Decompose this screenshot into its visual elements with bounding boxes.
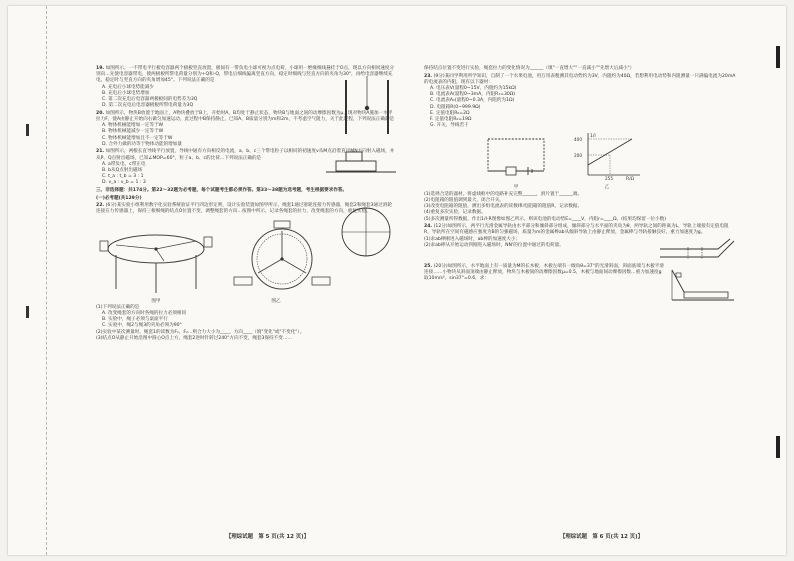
graph-y-tick: 400 [574, 137, 582, 143]
question-text: 如图所示，两根长直导线平行放置，导线中通有方向相反的电流，a、b、c三个带电粒子以相同的初速度v从M点沿着直径MN方向射入磁场，并从P、Q点射出磁场，已知∠MOP=60°，粒子a、b、c的比荷…下列说法正确的是 [96, 149, 395, 161]
question-23 [424, 74, 736, 223]
circuit-diagram [484, 131, 548, 181]
registration-mark [776, 436, 780, 458]
question-text: (9分)某同学利用所学知识，自制了一个水果电池，用万用表粗测其电动势约为3V，内阻约为40Ω，若想利用电动势和内阻测量一只满偏电流为20mA的电流表的内阻，现有以下器材： [424, 73, 736, 85]
inverse-current-graph [572, 131, 642, 181]
option: A. 改变绳套的方向时各绳的拉力必须相同 [102, 311, 187, 317]
figure-caption: 甲 [513, 184, 519, 190]
graph-y-tick: 200 [574, 153, 582, 159]
registration-mark [776, 46, 780, 68]
question-number: 21. [96, 149, 105, 155]
equipment-item: F. 定值电阻R₂=19Ω [430, 117, 472, 123]
sub-question: (3)结点O从静止开始沿图中圆心O点上方，绳套2逆时针转过240°方向不变，绳套3保持不变…… [96, 335, 293, 341]
q24-body [424, 237, 736, 263]
sub-question: (5)多次测量所得数据，作出1/I-R图像如图乙所示，则该电池的电动势E=____V，内阻r=____Ω。(结果均保留一位小数) [424, 216, 667, 222]
option: D. 合外力做的功等于物体动能的增加量 [102, 141, 182, 147]
option: C. 第二次充电后电容器两极板间的电势差为3Q [102, 97, 198, 103]
q25-body [424, 264, 736, 304]
question-text: (12分)如图所示，两平行光滑金属导轨由水平部分和倾斜部分组成，倾斜部分与水平面的夹角为θ，两导轨之间的距离为L，导轨上端接有定值电阻R，导轨所在空间有磁感应强度为B的匀强磁场，质量为m的金属棒ab从倾斜导轨上由静止释放，金属棒与导轨接触良好，重力加速度为g。 [424, 224, 729, 236]
equipment-item: B. 电流表A(量程0~3mA，内阻R₁=30Ω) [430, 92, 516, 98]
graph-x-axis-label: R/Ω [626, 177, 635, 182]
option: A. 物体机械能增加一定等于W [102, 123, 164, 129]
question-number: 22. [96, 203, 105, 209]
exam-sheet [8, 6, 786, 555]
question-text: (20分)如图所示，水平地面上有一质量为M的长木板，木板左端有一倾角θ=37°的光滑斜面，斜面底端与木板平滑连接……小物块从斜面顶端由静止释放，物块与木板间的动摩擦因数μ=0.5，木板与地面间动摩擦因数…重力加速度g取10m/s²，sin37°=0.6，求： [424, 264, 664, 282]
rail-figure [658, 237, 736, 263]
question-number: 23. [424, 73, 433, 79]
option: A. 充电后小球电势能减少 [102, 84, 154, 90]
sub-question: (2)求ab棒从开始运动到刚进入磁场时，NN'的位置中通过的电荷量。 [424, 242, 564, 248]
graph-x-tick: 255 [605, 176, 613, 182]
option: D. 第二次充电后电容器极板所带电荷量为3Q [102, 103, 194, 109]
sub-question: (2)电阻箱的阻值调到最大，闭合开关。 [424, 198, 505, 204]
sub-question: (1)选择合适的器材，将虚线框中的电路补充完整______，滑片置于______端。 [424, 191, 583, 197]
option: C. 物体机械能增加且不一定等于W [102, 135, 173, 141]
figure-caption: 图乙 [271, 298, 281, 304]
graph-y-axis-label: 1/I [590, 134, 596, 140]
option: B. b从Q点射出磁场 [102, 168, 143, 174]
question-number: 19. [96, 66, 105, 71]
binding-margin [8, 6, 47, 555]
option: B. 物体机械能减少一定等于W [102, 129, 164, 135]
figure-caption: 乙 [604, 184, 610, 190]
option: A. a带负电，c带正电 [102, 161, 146, 167]
blocks-figure [326, 148, 396, 178]
q23-figure-row [484, 131, 736, 190]
equipment-item: C. 电流表A₁(量程0~0.3A，内阻约为1Ω) [430, 98, 515, 104]
question-24 [424, 224, 736, 262]
sub-question: (1)下列说法正确的是 [96, 304, 140, 310]
figure-caption: 图甲 [151, 298, 161, 304]
table-apparatus-figure [96, 219, 216, 297]
question-number: 24. [424, 224, 433, 230]
sub-question: (4)重复多次实验，记录数据。 [424, 210, 486, 216]
q25-text-block [424, 264, 664, 283]
equipment-item: D. 电阻箱R(0~999.9Ω) [430, 104, 481, 110]
option: B. 充电后小球电势增加 [102, 90, 150, 96]
graph-figure [572, 131, 642, 190]
option: C. 实验中，绳2与绳3的夹角必须为90° [102, 323, 182, 329]
page-footer-left: 【理综试题 第 5 页(共 12 页)】 [226, 534, 309, 540]
binding-mark [26, 124, 29, 136]
question-number: 25. [424, 264, 433, 270]
right-column [424, 66, 736, 305]
sub-question: (1)求ab棒刚进入磁场时，ab棒的加速度大小； [424, 236, 521, 242]
force-ring-figure [222, 219, 342, 297]
equipment-item: E. 定值电阻R₀=2Ω [430, 110, 470, 116]
q24-subquestions [424, 237, 652, 249]
sub-question: (2)实验中某次测量时，绳套1的读数为F₁，F₂…则合力大小为____，方向____（填"变化"或"不变化"）。 [96, 329, 305, 335]
option: B. 实验中，绳子必须与桌面平行 [102, 317, 168, 323]
circuit-figure [484, 131, 548, 190]
question-number: 20. [96, 110, 105, 116]
magnetic-field-figure [338, 202, 394, 262]
question-text: 如图所示，一不带电平行板电容器两个极板竖直放置，极间有一带负电小球可视为点电荷，小球用一绝缘细线悬挂于O点，现以方向相同速度分别向…先使电容器带电，使两极板所带电荷量分别为+Q和-Q，带电后细线偏离竖直方向，稳定时细线与竖直方向的夹角为30°，再给电容器继续充电，稳定时与竖直方向的夹角增加45°。下列说法正确的是 [96, 66, 395, 84]
page-footer-right: 【理综试题 第 6 页(共 12 页)】 [560, 534, 643, 540]
binding-mark [26, 306, 29, 318]
section-heading: 三、非选择题：共174分。第22～32题为必考题，每个试题考生都必须作答。第33～38题为选考题，考生根据要求作答。 [96, 188, 348, 194]
sub-question: (3)改变电阻箱的阻值，测出多组电流表的读数I和电阻箱的阻值R，记录数据。 [424, 204, 583, 210]
question-text: (6分)某实验小组利用数字化实验系统验证平行四边形定则，设计实验装置如图甲所示，绳套1通过滑轮连接力传感器，绳套2和绳套3通过滑轮连接在力传感器上，保持三根细绳的结点O位置不变，调整绳套的方向…按图中所示，记录各绳套的拉力，改变绳套的方向，重复实验。 [96, 203, 392, 215]
incline-board-figure [670, 264, 736, 304]
question-22-continued: 保持结点位置不变进行实验，绳套拉力的变化情况为______（填"一直增大""一直减小""先增大后减小"） [424, 66, 635, 71]
equipment-item: G. 开关，导线若干 [430, 123, 469, 129]
question-text: 如图所示，物块B放置于地面上，A物块叠放于B上，开始时A、B均处于静止状态，物块B与地面之间的动摩擦因数为μ，现对物块A施加一水平拉力F，使A由静止开始向右做匀加速运动，此过程中B保持静止，已知A、B质量分别为m和2m，不考虑空气阻力，关于此过程，下列说法正确的是 [96, 110, 395, 123]
option: D. v_a : v_b = 1 : 3 [102, 180, 146, 186]
option: C. t_a : t_b = 3 : 1 [102, 174, 144, 180]
question-25 [424, 264, 736, 304]
section-subheading: (一)必考题(共129分) [96, 195, 142, 201]
capacitor-figure [338, 72, 396, 142]
equipment-item: A. 电压表V(量程0~15V，内阻约为15kΩ) [430, 86, 517, 91]
